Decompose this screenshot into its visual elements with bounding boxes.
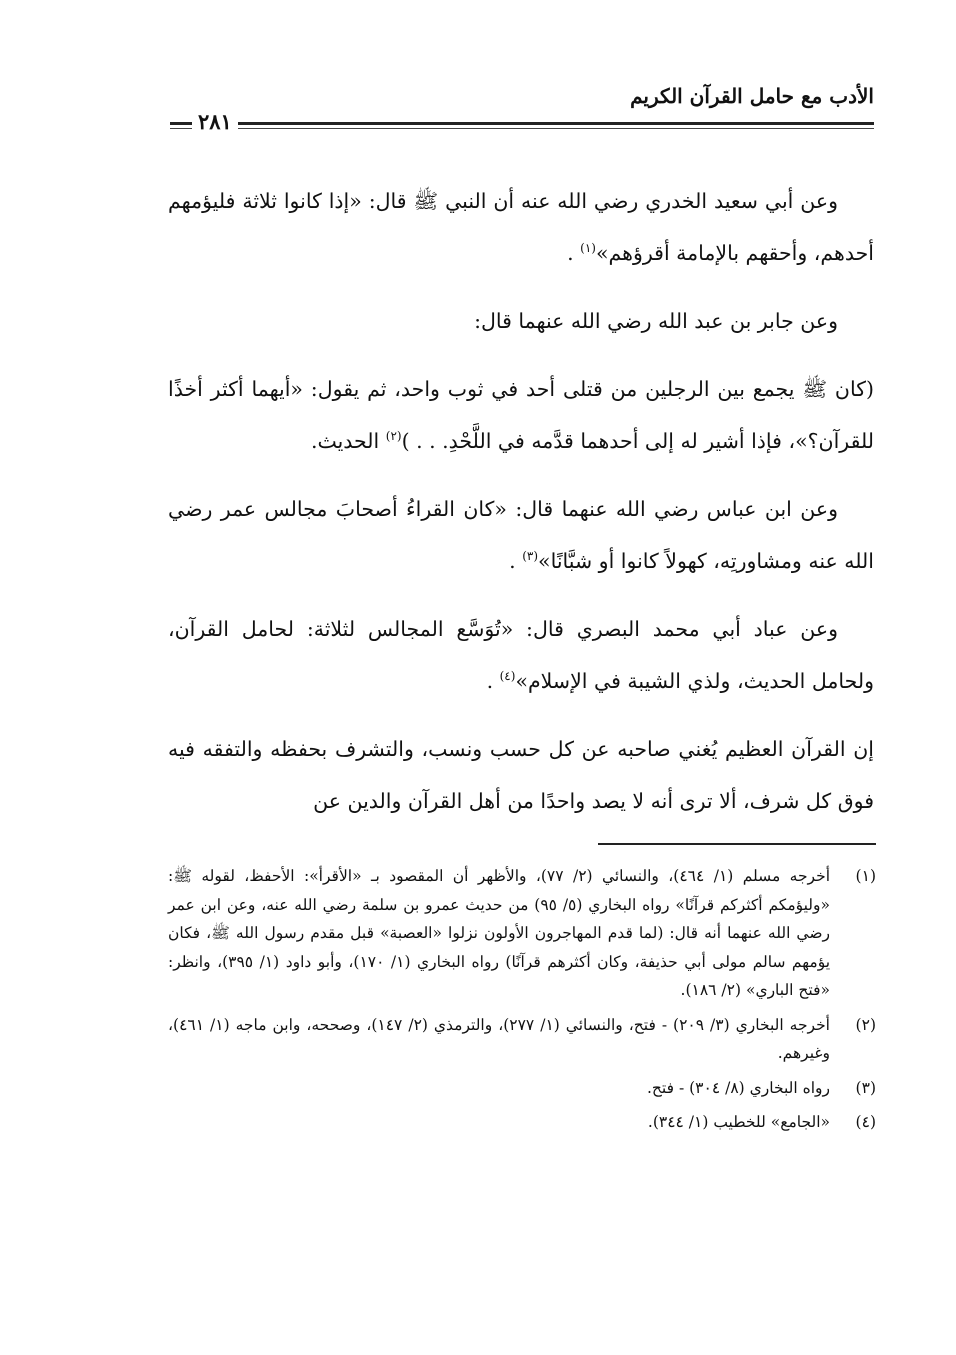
- paragraph-hadith-uhud: [168, 363, 874, 467]
- footnote-ref-1[interactable]: (١): [580, 241, 596, 256]
- footnote-ref-4[interactable]: (٤): [499, 669, 516, 684]
- paragraph-abbad: [168, 603, 874, 707]
- paragraph-end: .: [486, 669, 500, 693]
- page-number-dash: [170, 123, 194, 125]
- paragraph-end: الحديث.: [310, 429, 386, 453]
- main-text: [168, 175, 874, 843]
- paragraph-text: (كان ﷺ يجمع بين الرجلين من قتلى أحد في ثوب واحد، ثم يقول: «أيهما أكثر أخذًا للقرآن؟»، فإذا أشير له إلى أحدهما قدَّمه في اللَّحْدِ. . . ): [168, 377, 874, 453]
- paragraph-quran-honor: [168, 723, 874, 827]
- paragraph-end: .: [567, 241, 581, 265]
- footnote-number: (١): [855, 867, 876, 885]
- footnote-number: (٣): [855, 1078, 876, 1097]
- paragraph-ibn-abbas: [168, 483, 874, 587]
- footnotes: [168, 862, 876, 1143]
- footnote-text: رواه البخاري (٨/ ٣٠٤) - فتح.: [647, 1078, 830, 1097]
- header-rule-thin: [170, 128, 874, 129]
- footnote-1: [168, 862, 876, 1005]
- paragraph-abu-said: [168, 175, 874, 279]
- page-header: [170, 72, 874, 132]
- footnote-number: (٢): [855, 1015, 876, 1034]
- footnote-4: [168, 1108, 876, 1137]
- paragraph-text: وعن أبي سعيد الخدري رضي الله عنه أن النبي ﷺ قال: «إذا كانوا ثلاثة فليؤمهم أحدهم، وأحقهم بالإمامة أقرؤهم»: [168, 189, 874, 265]
- running-title: الأدب مع حامل القرآن الكريم: [630, 84, 874, 108]
- footnote-text: أخرجه مسلم (١/ ٤٦٤)، والنسائي (٢/ ٧٧)، والأظهر أن المقصود بـ «الأقرأ»: الأحفظ، لقوله ﷺ: «وليؤمكم أكثركم قرآنًا» رواه البخاري (٥/ ٩٥) من حديث عمرو بن سلمة رضي الله عنه، وعن ابن عمر رضي الله عنهما أنه قال: (لما قدم المهاجرون الأولون نزلوا «العصبة» قبل مقدم رسول الله ﷺ، فكان يؤمهم سالم مولى أبي حذيفة، وكان أكثرهم قرآنًا) رواه البخاري (١/ ١٧٠)، وأبو داود (١/ ٣٩٥)، وانظر: «فتح الباري» (٢/ ١٨٦).: [168, 867, 831, 999]
- paragraph-text: إن القرآن العظيم يُغني صاحبه عن كل حسب ونسب، والتشرف بحفظه والتفقه فيه فوق كل شرف، ألا ترى أنه لا يصد واحدًا من أهل القرآن والدين عن: [168, 737, 874, 813]
- paragraph-jabir: [168, 295, 874, 347]
- footnote-text: أخرجه البخاري (٣/ ٢٠٩) - فتح، والنسائي (١/ ٢٧٧)، والترمذي (٢/ ١٤٧)، وصححه، وابن ماجه (١/ ٤٦١)، وغيرهم.: [168, 1015, 830, 1062]
- paragraph-text: وعن عباد أبي محمد البصري قال: «تُوَسَّع المجالس لثلاثة: لحامل القرآن، ولحامل الحديث، ولذي الشيبة في الإسلام»: [168, 617, 874, 693]
- header-rule-thick: [170, 122, 874, 125]
- paragraph-end: .: [509, 549, 523, 573]
- footnote-2: [168, 1011, 876, 1068]
- footnote-ref-3[interactable]: (٣): [522, 549, 539, 564]
- footnote-separator: [598, 843, 876, 845]
- page-number: ٢٨١: [192, 112, 238, 132]
- footnote-3: [168, 1074, 876, 1103]
- paragraph-text: وعن ابن عباس رضي الله عنهما قال: «كان القراءُ أصحابَ مجالس عمر رضي الله عنه ومشاورتِه، كهولاً كانوا أو شبَّانًا»: [168, 497, 874, 573]
- footnote-ref-2[interactable]: (٢): [385, 429, 402, 444]
- footnote-text: «الجامع» للخطيب (١/ ٣٤٤).: [647, 1113, 830, 1131]
- footnote-number: (٤): [855, 1113, 876, 1131]
- paragraph-text: وعن جابر بن عبد الله رضي الله عنهما قال:: [474, 309, 838, 333]
